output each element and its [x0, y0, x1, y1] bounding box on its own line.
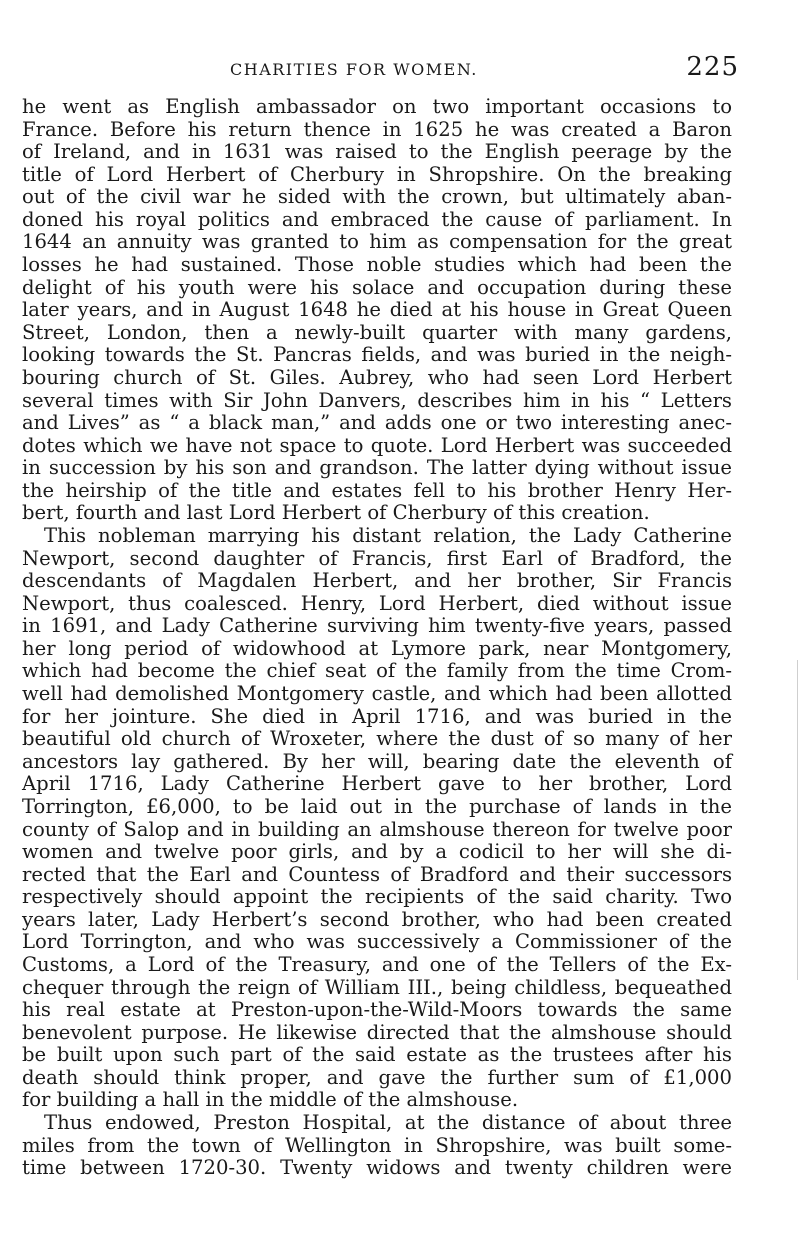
text-line: his real estate at Preston-upon-the-Wild-Moors towards the same: [22, 998, 732, 1022]
text-line: county of Salop and in building an almshouse thereon for twelve poor: [22, 817, 732, 841]
text-line: the heirship of the title and estates fell to his brother Henry Her-: [22, 478, 732, 502]
text-line: France. Before his return thence in 1625 he was created a Baron: [22, 117, 732, 141]
text-line: death should think proper, and gave the further sum of £1,000: [22, 1065, 732, 1089]
paragraph-end-line: bert, fourth and last Lord Herbert of Cherbury of this creation.: [22, 501, 650, 525]
text-line: her long period of widowhood at Lymore park, near Montgomery,: [22, 636, 732, 660]
text-line: ancestors lay gathered. By her will, bearing date the eleventh of: [22, 749, 732, 773]
text-line: Torrington, £6,000, to be laid out in the purchase of lands in the: [22, 794, 732, 818]
page-number: 225: [686, 52, 739, 82]
page-edge-shadow: [797, 660, 798, 980]
text-line: which had become the chief seat of the family from the time Crom-: [22, 659, 732, 683]
text-line: losses he had sustained. Those noble studies which had been the: [22, 253, 732, 277]
text-line: title of Lord Herbert of Cherbury in Shropshire. On the breaking: [22, 162, 732, 186]
text-line: Lord Torrington, and who was successively a Commissioner of the: [22, 930, 732, 954]
text-line: bouring church of St. Giles. Aubrey, who had seen Lord Herbert: [22, 365, 732, 389]
paragraph-start-line: This nobleman marrying his distant relation, the Lady Catherine: [44, 523, 732, 547]
text-line: for her jointure. She died in April 1716, and was buried in the: [22, 704, 732, 728]
text-line: in 1691, and Lady Catherine surviving him twenty-five years, passed: [22, 614, 732, 638]
text-line: several times with Sir John Danvers, describes him in his “ Letters: [22, 388, 732, 412]
text-line: April 1716, Lady Catherine Herbert gave to her brother, Lord: [22, 772, 732, 796]
text-line: well had demolished Montgomery castle, and which had been allotted: [22, 682, 732, 706]
text-line: doned his royal politics and embraced the cause of parliament. In: [22, 207, 732, 231]
text-line: time between 1720-30. Twenty widows and twenty children were: [22, 1156, 732, 1180]
text-line: and Lives” as “ a black man,” and adds one or two interesting anec-: [22, 411, 732, 435]
text-line: Newport, second daughter of Francis, first Earl of Bradford, the: [22, 546, 732, 570]
running-title: CHARITIES FOR WOMEN.: [230, 60, 478, 79]
text-line: rected that the Earl and Countess of Bradford and their successors: [22, 862, 732, 886]
text-line: benevolent purpose. He likewise directed that the almshouse should: [22, 1020, 732, 1044]
running-head: [20, 52, 739, 88]
text-line: of Ireland, and in 1631 was raised to the English peerage by the: [22, 140, 732, 164]
text-line: beautiful old church of Wroxeter, where the dust of so many of her: [22, 727, 732, 751]
text-line: Customs, a Lord of the Treasury, and one of the Tellers of the Ex-: [22, 952, 732, 976]
text-line: Newport, thus coalesced. Henry, Lord Herbert, died without issue: [22, 591, 732, 615]
paragraph-end-line: for building a hall in the middle of the almshouse.: [22, 1088, 519, 1112]
text-line: dotes which we have not space to quote. Lord Herbert was succeeded: [22, 433, 732, 457]
text-line: later years, and in August 1648 he died at his house in Great Queen: [22, 298, 732, 322]
text-line: looking towards the St. Pancras fields, and was buried in the neigh-: [22, 343, 732, 367]
text-line: descendants of Magdalen Herbert, and her brother, Sir Francis: [22, 569, 732, 593]
body-text: [22, 96, 732, 1180]
text-line: respectively should appoint the recipients of the said charity. Two: [22, 885, 732, 909]
text-line: he went as English ambassador on two important occasions to: [22, 95, 732, 118]
text-line: years later, Lady Herbert’s second brother, who had been created: [22, 907, 732, 931]
text-line: delight of his youth were his solace and occupation during these: [22, 275, 732, 299]
text-line: Street, London, then a newly-built quarter with many gardens,: [22, 320, 732, 344]
paragraph-start-line: Thus endowed, Preston Hospital, at the distance of about three: [44, 1111, 732, 1135]
text-line: women and twelve poor girls, and by a codicil to her will she di-: [22, 840, 732, 864]
text-line: in succession by his son and grandson. The latter dying without issue: [22, 456, 732, 480]
text-line: 1644 an annuity was granted to him as compensation for the great: [22, 230, 732, 254]
text-line: out of the civil war he sided with the crown, but ultimately aban-: [22, 185, 732, 209]
text-line: be built upon such part of the said estate as the trustees after his: [22, 1043, 732, 1067]
text-line: miles from the town of Wellington in Shropshire, was built some-: [22, 1133, 732, 1157]
text-line: chequer through the reign of William III., being childless, bequeathed: [22, 975, 732, 999]
